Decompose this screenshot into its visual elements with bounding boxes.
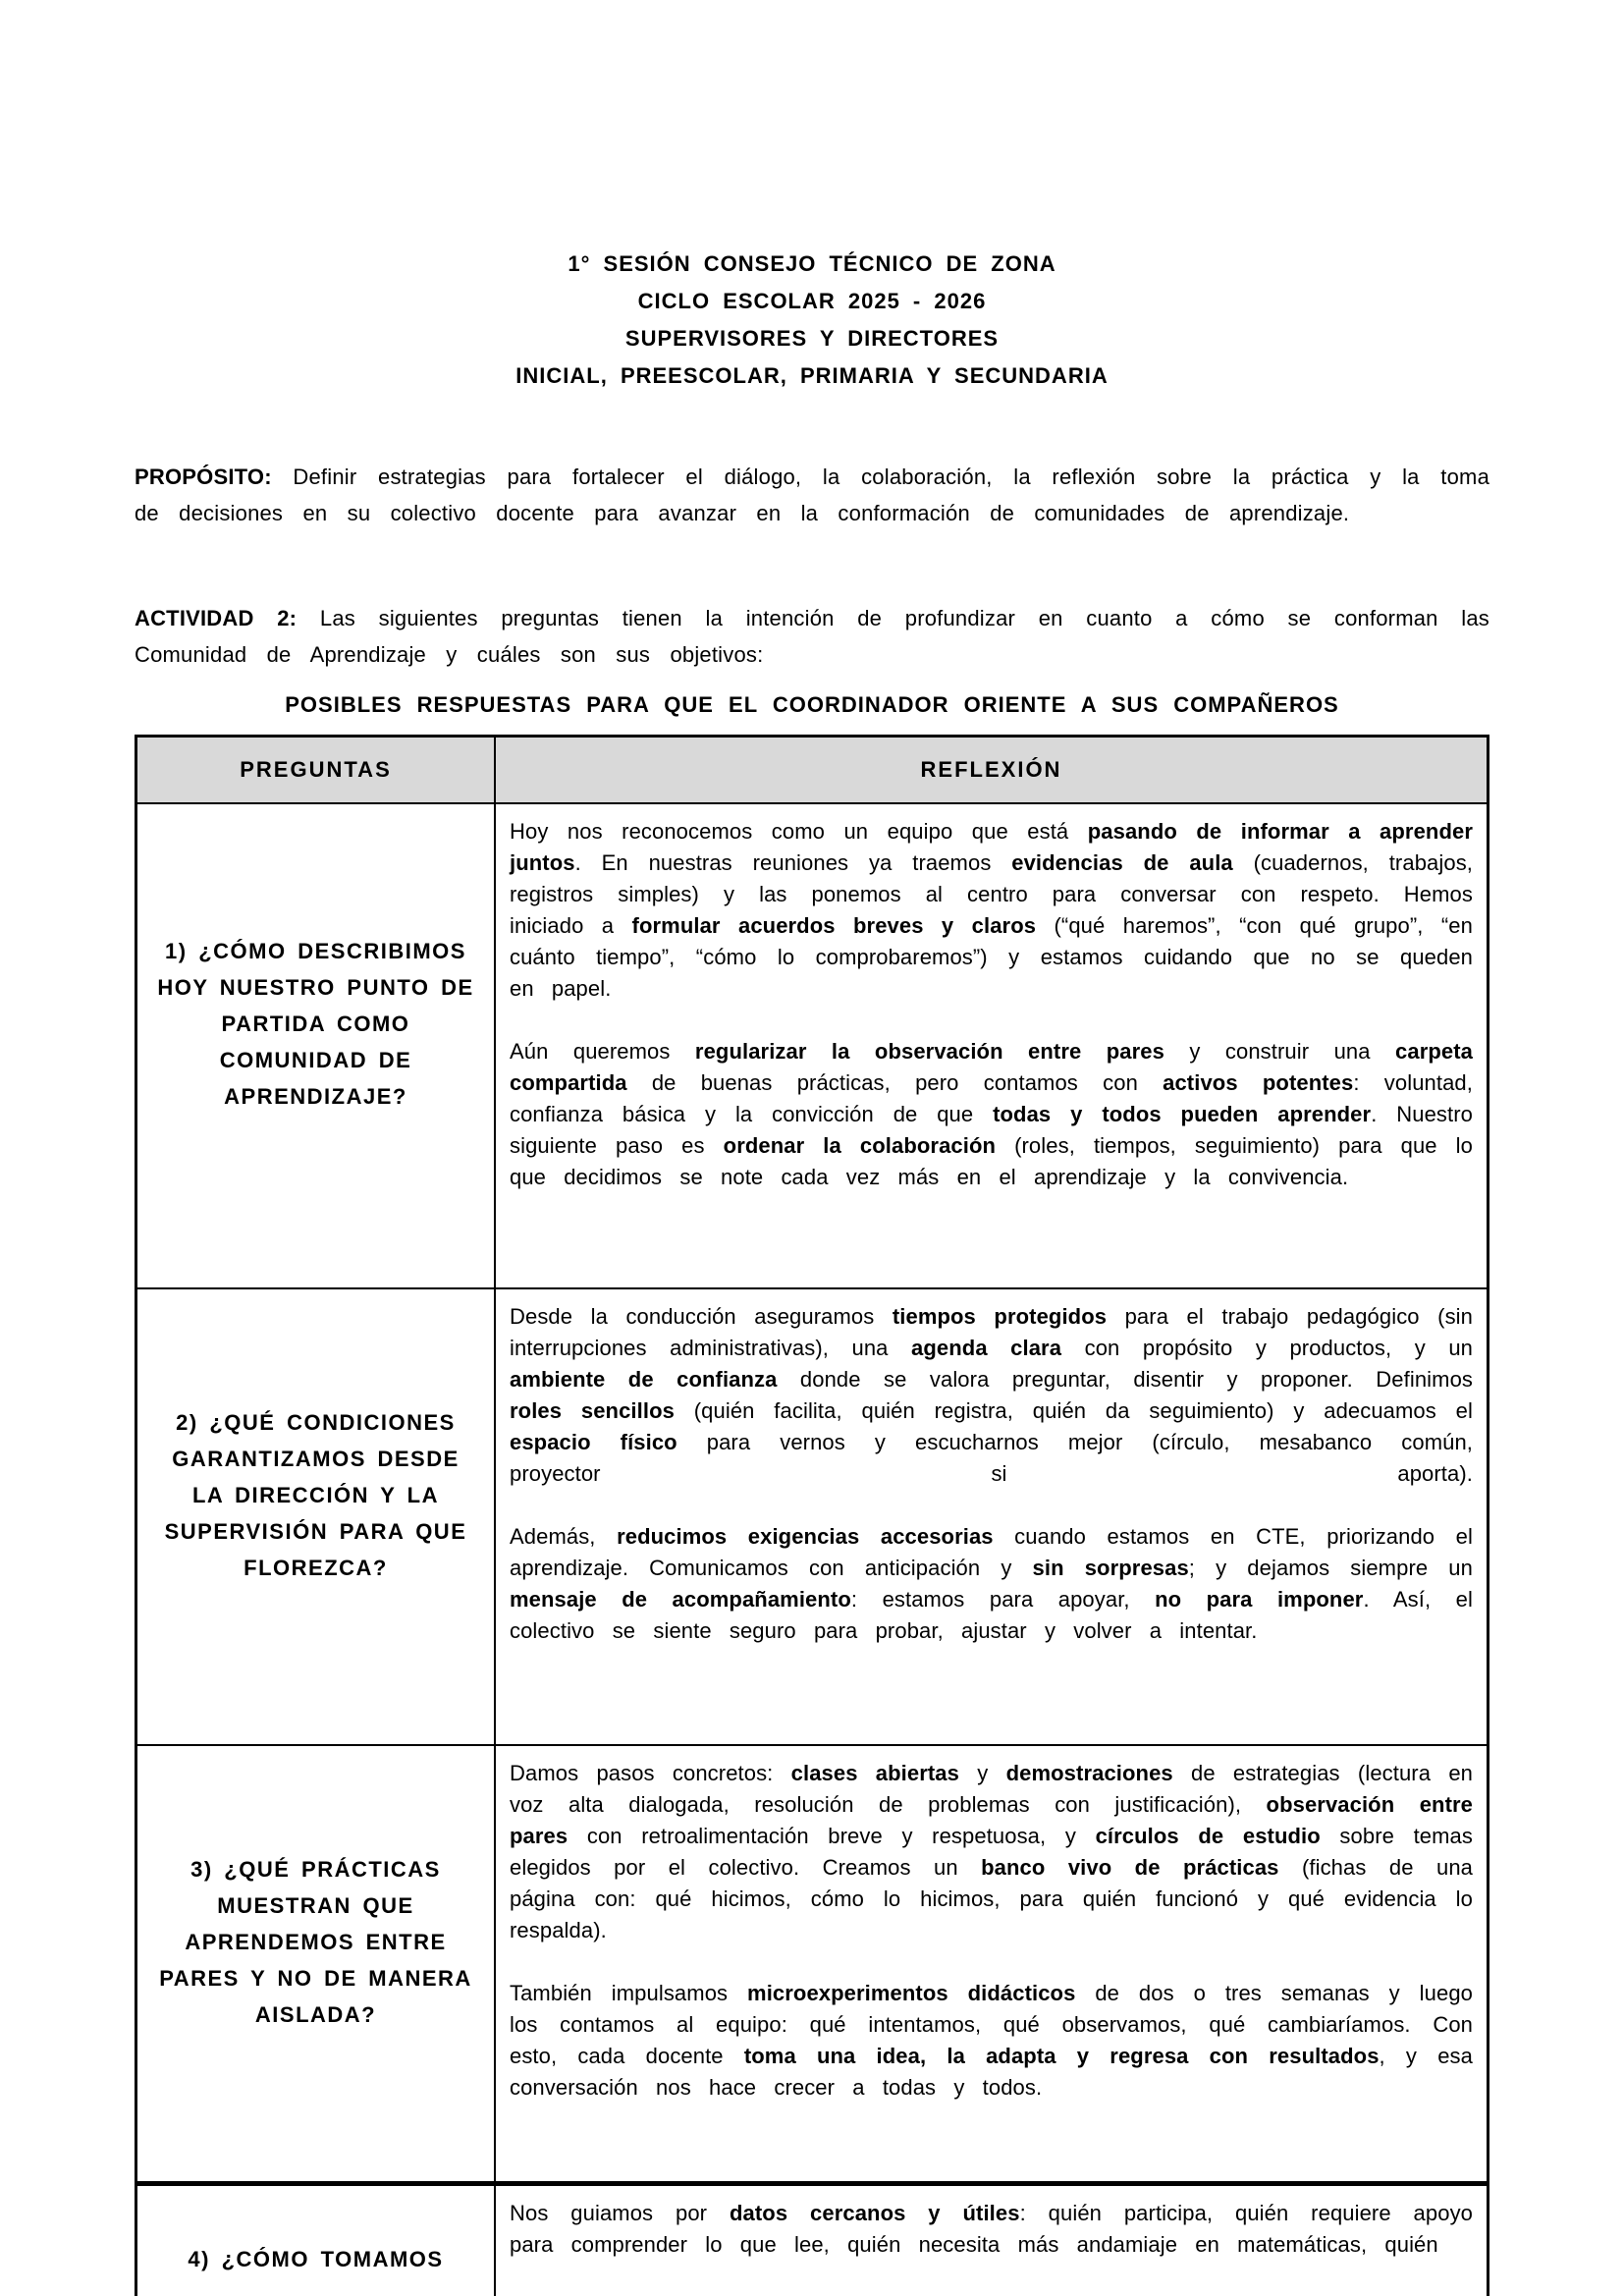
title-line-1: 1° SESIÓN CONSEJO TÉCNICO DE ZONA (568, 251, 1056, 276)
reflection-paragraph: Aún queremos regularizar la observación entre pares y construir una carpeta compartida de buenas prácticas, pero contamos con activos potentes: voluntad, confianza básica y la convicción de que todas y todos pueden aprender. Nuestro siguiente paso es ordenar la colaboración (roles, tiempos, seguimiento) para que lo que decidimos se note cada vez más en el aprendizaje y la convivencia. (510, 1039, 1473, 1189)
reflection-text (510, 1758, 1473, 2104)
question-text: 1) ¿CÓMO DESCRIBIMOS HOY NUESTRO PUNTO DE PARTIDA COMO COMUNIDAD DE APRENDIZAJE? (157, 939, 474, 1109)
table-row (136, 1745, 1489, 2184)
document-title (135, 246, 1489, 395)
reflection-paragraph: Damos pasos concretos: clases abiertas y demostraciones de estrategias (lectura en voz alta dialogada, resolución de problemas con justificación), observación entre pares con retroalimentación breve y respetuosa, y círculos de estudio sobre temas elegidos por el colectivo. Creamos un banco vivo de prácticas (fichas de una página con: qué hicimos, cómo lo hicimos, para quién funcionó y qué evidencia lo respalda). (510, 1761, 1473, 1942)
actividad-paragraph: ACTIVIDAD 2: Las siguientes preguntas tienen la intención de profundizar en cuanto a cómo se conforman las Comunidad de Aprendizaje y cuáles son sus objetivos: (135, 606, 1489, 667)
reflection-cell (495, 2184, 1489, 2296)
reflection-paragraph: Desde la conducción aseguramos tiempos protegidos para el trabajo pedagógico (sin interrupciones administrativas), una agenda clara con propósito y productos, y un ambiente de confianza donde se valora preguntar, disentir y proponer. Definimos roles sencillos (quién facilita, quién registra, quién da seguimiento) y adecuamos el espacio físico para vernos y escucharnos mejor (círculo, mesabanco común, proyector si aporta). (510, 1304, 1474, 1486)
title-line-3: SUPERVISORES Y DIRECTORES (624, 326, 1000, 351)
reflection-text (510, 816, 1473, 1193)
reflection-paragraph: También impulsamos microexperimentos didácticos de dos o tres semanas y luego los contamos al equipo: qué intentamos, qué observamos, qué cambiaríamos. Con esto, cada docente toma una idea, la adapta y regresa con resultados, y esa conversación nos hace crecer a todas y todos. (510, 1981, 1474, 2100)
column-header-preguntas: PREGUNTAS (136, 737, 496, 804)
reflection-cell (495, 1288, 1489, 1745)
reflection-paragraph: Nos guiamos por datos cercanos y útiles: quién participa, quién requiere apoyo para comprender lo que lee, quién necesita más andamiaje en matemáticas, quién (510, 2201, 1473, 2257)
reflection-text (510, 2198, 1473, 2276)
question-cell (136, 2184, 496, 2296)
table-row (136, 1288, 1489, 1745)
question-cell (136, 1745, 496, 2184)
question-cell (136, 1288, 496, 1745)
reflection-paragraph: Hoy nos reconocemos como un equipo que está pasando de informar a aprender juntos. En nuestras reuniones ya traemos evidencias de aula (cuadernos, trabajos, registros simples) y las ponemos al centro para conversar con respeto. Hemos iniciado a formular acuerdos breves y claros (“qué haremos”, “con qué grupo”, “en cuánto tiempo”, “cómo lo comprobaremos”) y estamos cuidando que no se queden en papel. (510, 819, 1474, 1001)
reflection-paragraph: Además, reducimos exigencias accesorias cuando estamos en CTE, priorizando el aprendizaje. Comunicamos con anticipación y sin sorpresas; y dejamos siempre un mensaje de acompañamiento: estamos para apoyar, no para imponer. Así, el colectivo se siente seguro para probar, ajustar y volver a intentar. (510, 1524, 1474, 1643)
column-header-reflexion: REFLEXIÓN (495, 737, 1489, 804)
reflection-text (510, 1301, 1473, 1647)
table-heading: POSIBLES RESPUESTAS PARA QUE EL COORDINADOR ORIENTE A SUS COMPAÑEROS (285, 692, 1339, 717)
table-row (136, 2184, 1489, 2296)
proposito-paragraph: PROPÓSITO: Definir estrategias para fortalecer el diálogo, la colaboración, la reflexión sobre la práctica y la toma de decisiones en su colectivo docente para avanzar en la conformación de comunidades de aprendizaje. (135, 465, 1489, 525)
question-text: 4) ¿CÓMO TOMAMOS (188, 2247, 444, 2271)
reflection-cell (495, 1745, 1489, 2184)
question-text: 2) ¿QUÉ CONDICIONES GARANTIZAMOS DESDE LA DIRECCIÓN Y LA SUPERVISIÓN PARA QUE FLOREZCA? (164, 1409, 467, 1580)
question-cell (136, 803, 496, 1288)
title-line-2: CICLO ESCOLAR 2025 - 2026 (637, 289, 987, 313)
reflection-cell (495, 803, 1489, 1288)
questions-reflection-table (135, 735, 1489, 2296)
question-text: 3) ¿QUÉ PRÁCTICAS MUESTRAN QUE APRENDEMOS ENTRE PARES Y NO DE MANERA AISLADA? (159, 1856, 472, 2027)
table-row (136, 803, 1489, 1288)
table-header-row (136, 737, 1489, 804)
title-line-4: INICIAL, PREESCOLAR, PRIMARIA Y SECUNDARIA (515, 363, 1109, 388)
